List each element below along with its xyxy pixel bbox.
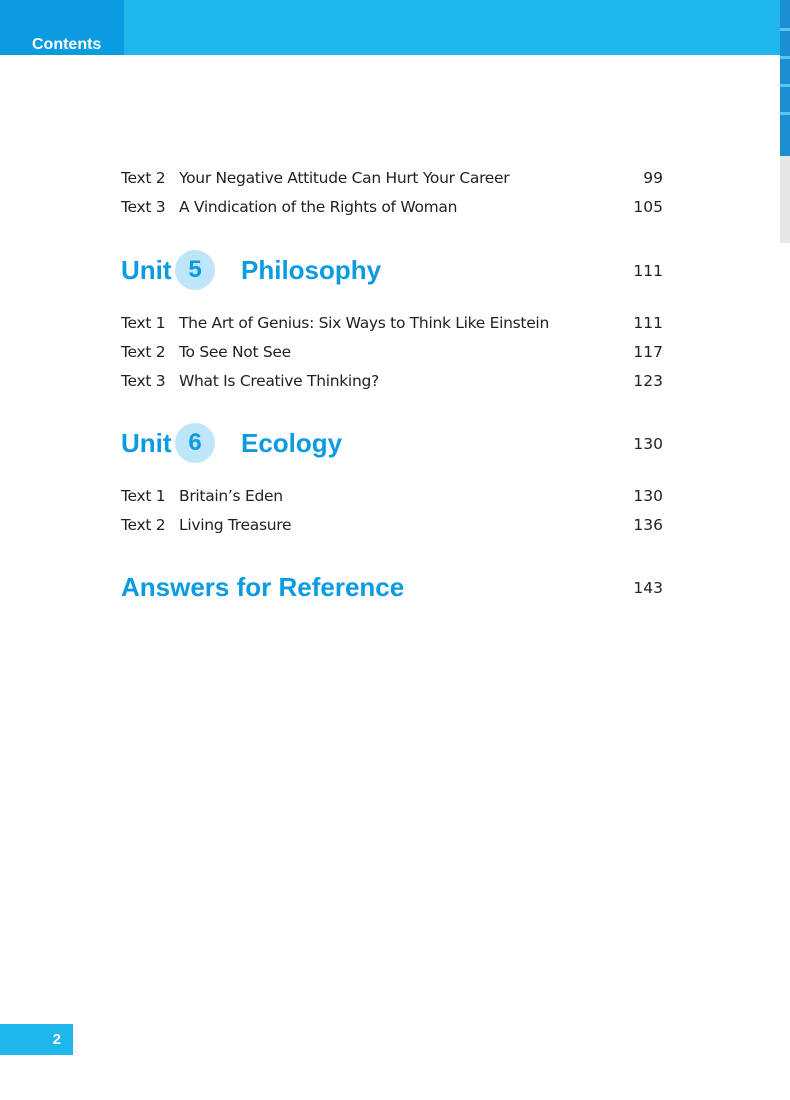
entry-title: What Is Creative Thinking? (179, 372, 379, 390)
entry-title: The Art of Genius: Six Ways to Think Like Einstein (179, 314, 549, 332)
unit-label: Unit (121, 428, 172, 458)
answers-heading[interactable]: Answers for Reference (121, 572, 405, 602)
entry-page: 136 (633, 516, 663, 534)
entry-number: Text 3 (121, 372, 166, 390)
toc-entry[interactable] (121, 370, 663, 392)
entry-page: 99 (643, 169, 663, 187)
entry-title: To See Not See (179, 343, 291, 361)
entry-title: Living Treasure (179, 516, 292, 534)
unit-label: Unit (121, 255, 172, 285)
entry-page: 105 (633, 198, 663, 216)
toc-entry[interactable] (121, 485, 663, 507)
unit-number-badge: 6 (175, 423, 215, 463)
entry-number: Text 2 (121, 516, 166, 534)
entry-title: Your Negative Attitude Can Hurt Your Career (179, 169, 510, 187)
entry-title: A Vindication of the Rights of Woman (179, 198, 458, 216)
entry-number: Text 3 (121, 198, 166, 216)
toc-entry[interactable] (121, 167, 663, 189)
page-number: 2 (52, 1031, 61, 1048)
toc-entry[interactable] (121, 514, 663, 536)
page-number-badge (0, 1024, 73, 1055)
entry-number: Text 2 (121, 343, 166, 361)
unit-title: Ecology (241, 428, 343, 458)
toc-entry[interactable] (121, 312, 663, 334)
entry-page: 117 (633, 343, 663, 361)
unit-page: 130 (633, 435, 663, 453)
toc-entry[interactable] (121, 196, 663, 218)
unit-number-badge: 5 (175, 250, 215, 290)
answers-page: 143 (633, 579, 663, 597)
entry-page: 130 (633, 487, 663, 505)
page-title: Contents (32, 36, 102, 53)
entry-title: Britain’s Eden (179, 487, 283, 505)
entry-number: Text 2 (121, 169, 166, 187)
unit-heading-6[interactable] (121, 423, 663, 467)
entry-page: 123 (633, 372, 663, 390)
entry-number: Text 1 (121, 314, 166, 332)
entry-number: Text 1 (121, 487, 166, 505)
unit-title: Philosophy (241, 255, 382, 285)
entry-page: 111 (633, 314, 663, 332)
unit-heading-5[interactable] (121, 250, 663, 294)
unit-page: 111 (633, 262, 663, 280)
toc-entry[interactable] (121, 341, 663, 363)
